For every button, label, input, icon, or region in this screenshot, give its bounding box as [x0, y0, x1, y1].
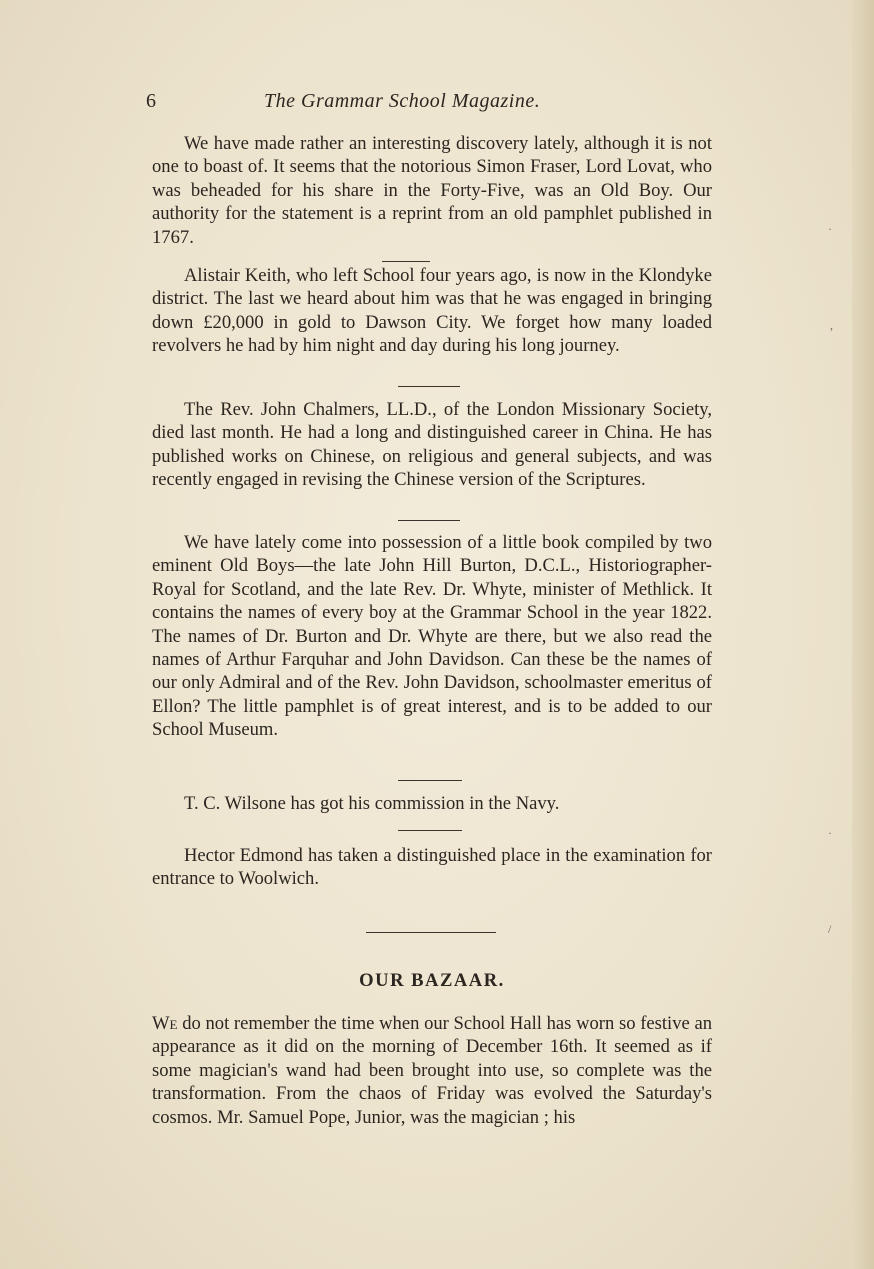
paragraph-bazaar [152, 1012, 712, 1129]
running-title: The Grammar School Magazine. [264, 90, 541, 112]
drop-word: We [152, 1013, 178, 1034]
article-divider-rule [366, 932, 496, 933]
margin-mark: · [828, 826, 832, 840]
margin-mark: / [828, 922, 832, 936]
section-rule [398, 520, 460, 521]
page-header [146, 90, 712, 116]
section-rule [398, 386, 460, 387]
margin-mark: · [828, 222, 832, 236]
page-edge-shadow [852, 0, 874, 1269]
paragraph-chalmers: The Rev. John Chalmers, LL.D., of the London Missionary Society, died last month. He had a long and distinguished career in China. He has published works on Chinese, on religious and general subjects, and was recently engaged in revising the Chinese version of the Scriptures. [152, 399, 712, 491]
paragraph-keith: Alistair Keith, who left School four years ago, is now in the Klondyke district. The last we heard about him was that he was engaged in bringing down £20,000 in gold to Dawson City. We forget how many loaded revolvers he had by him night and day during his long journey. [152, 265, 712, 357]
margin-mark: , [830, 318, 833, 332]
paragraph-edmond: Hector Edmond has taken a distinguished place in the examination for entrance to Woolwich. [152, 845, 712, 890]
short-rule [382, 261, 430, 262]
bazaar-body: do not remember the time when our School Hall has worn so festive an appearance as it did on the morning of December 16th. It seemed as if some magician's wand had been brought into use, so complete was the transformation. From the chaos of Friday was evolved the Saturday's cosmos. Mr. Samuel Pope, Junior, was the magician ; his [152, 1013, 712, 1128]
section-rule [398, 780, 462, 781]
section-heading: OUR BAZAAR. [359, 970, 505, 991]
paragraph-lovat: We have made rather an interesting discovery lately, although it is not one to boast of. It seems that the notorious Simon Fraser, Lord Lovat, who was beheaded for his share in the Forty-Five, was an Old Boy. Our authority for the statement is a reprint from an old pamphlet published in 1767. [152, 133, 712, 248]
paragraph-old-boys-book: We have lately come into possession of a little book compiled by two eminent Old Boys—the late John Hill Burton, D.C.L., Historiographer-Royal for Scotland, and the late Rev. Dr. Whyte, minister of Methlick. It contains the names of every boy at the Grammar School in the year 1822. The names of Dr. Burton and Dr. Whyte are there, but we also read the names of Arthur Farquhar and John Davidson. Can these be the names of our only Admiral and of the Rev. John Davidson, schoolmaster emeritus of Ellon? The little pamphlet is of great interest, and is to be added to our School Museum. [152, 532, 712, 741]
paragraph-wilsone: T. C. Wilsone has got his commission in the Navy. [184, 793, 560, 814]
page-number: 6 [146, 90, 156, 112]
section-rule [398, 830, 462, 831]
